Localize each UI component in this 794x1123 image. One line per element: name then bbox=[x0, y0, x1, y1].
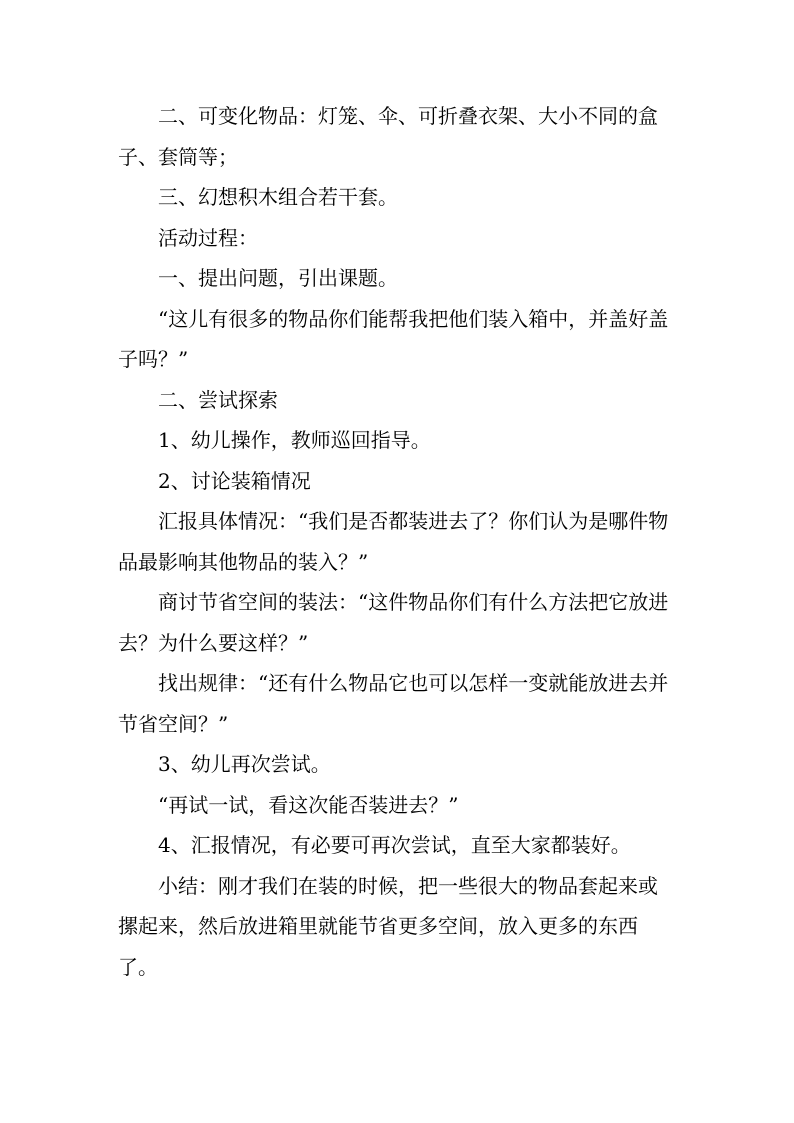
paragraph-summary: 小结：刚才我们在装的时候，把一些很大的物品套起来或摞起来，然后放进箱里就能节省更多空间，放入更多的东西了。 bbox=[118, 873, 658, 979]
paragraph-pattern: 找出规律：“还有什么物品它也可以怎样一变就能放进去并节省空间？” bbox=[118, 671, 669, 736]
paragraph-discuss: 商讨节省空间的装法：“这件物品你们有什么方法把它放进去？为什么要这样？” bbox=[118, 590, 669, 655]
paragraph-step-2-4: 4、汇报情况，有必要可再次尝试，直至大家都装好。 bbox=[158, 833, 631, 857]
paragraph-step-1-heading: 一、提出问题，引出课题。 bbox=[158, 266, 398, 290]
paragraph-step-1-quote: “这儿有很多的物品你们能帮我把他们装入箱中，并盖好盖子吗？” bbox=[118, 306, 669, 371]
document-body bbox=[118, 96, 674, 987]
paragraph-step-2-heading: 二、尝试探索 bbox=[158, 387, 278, 412]
paragraph-materials-2: 二、可变化物品：灯笼、伞、可折叠衣架、大小不同的盒子、套筒等； bbox=[118, 104, 658, 169]
paragraph-step-2-2: 2、讨论装箱情况 bbox=[158, 468, 311, 493]
paragraph-process-heading: 活动过程： bbox=[158, 225, 258, 250]
paragraph-step-2-3: 3、幼儿再次尝试。 bbox=[158, 752, 331, 776]
paragraph-materials-3: 三、幻想积木组合若干套。 bbox=[158, 185, 398, 209]
paragraph-retry-quote: “再试一试，看这次能否装进去？” bbox=[158, 792, 459, 817]
paragraph-step-2-1: 1、幼儿操作，教师巡回指导。 bbox=[158, 428, 431, 452]
paragraph-report: 汇报具体情况：“我们是否都装进去了？你们认为是哪件物品最影响其他物品的装入？” bbox=[118, 509, 669, 574]
